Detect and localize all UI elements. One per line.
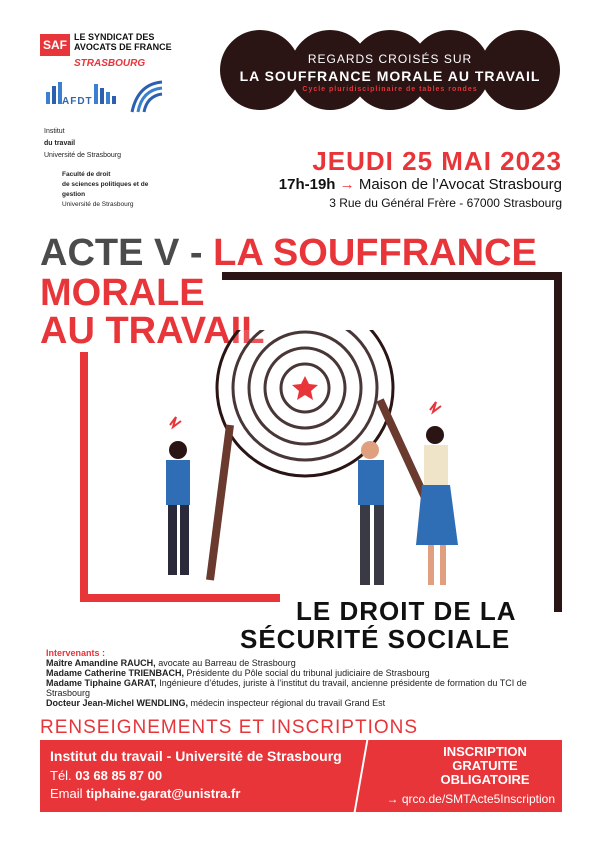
institut-line1: Institut: [44, 128, 65, 135]
info-phone[interactable]: [50, 768, 162, 783]
title-line2: MORALE: [40, 272, 205, 314]
title-acte: ACTE V -: [40, 232, 203, 274]
info-institut: Institut du travail - Université de Strasbourg: [50, 748, 342, 764]
email-label: Email: [50, 786, 83, 801]
institut-line2: du travail: [44, 140, 76, 147]
info-email[interactable]: [50, 786, 240, 801]
speaker-4: [46, 698, 566, 708]
event-venue: Maison de l’Avocat Strasbourg: [358, 176, 562, 193]
speaker-2: [46, 668, 566, 678]
institut-logo: [44, 126, 140, 166]
saf-name-line1: LE SYNDICAT DES: [74, 32, 155, 42]
phone-number[interactable]: 03 68 85 87 00: [75, 768, 163, 783]
header-subtitle: Cycle pluridisciplinaire de tables rondes: [302, 86, 478, 93]
header-title-line1: REGARDS CROISÉS SUR: [307, 52, 473, 66]
afdt-label: AFDT: [62, 96, 93, 107]
event-time: 17h-19h: [278, 176, 336, 193]
faculte-line2: de sciences politiques et de gestion: [62, 181, 149, 198]
speaker-1-role: avocate au Barreau de Strasbourg: [158, 658, 296, 668]
saf-name: [74, 32, 174, 52]
speaker-3: [46, 678, 566, 698]
speaker-1-name: Maître Amandine RAUCH,: [46, 658, 156, 668]
speakers-list: [46, 648, 566, 708]
subtitle-line2: SÉCURITÉ SOCIALE: [240, 624, 511, 654]
info-title: RENSEIGNEMENTS ET INSCRIPTIONS: [40, 717, 419, 738]
event-date: JEUDI 25 MAI 2023: [312, 146, 562, 176]
saf-city: STRASBOURG: [74, 58, 146, 69]
saf-name-line2: AVOCATS DE FRANCE: [74, 42, 172, 52]
institut-line3: Université de Strasbourg: [44, 152, 122, 159]
registration-line1: INSCRIPTION: [443, 744, 527, 759]
faculte-logo: [62, 170, 172, 208]
speaker-2-name: Madame Catherine TRIENBACH,: [46, 668, 185, 678]
speaker-2-role: Présidente du Pôle social du tribunal judiciaire de Strasbourg: [186, 668, 430, 678]
wave-logo-icon: [128, 78, 168, 118]
frame-red-left: [80, 352, 88, 600]
title-line3: AU TRAVAIL: [40, 310, 265, 352]
speaker-4-name: Docteur Jean-Michel WENDLING,: [46, 698, 189, 708]
frame-dark-right: [554, 272, 562, 612]
speaker-1: [46, 658, 566, 668]
speakers-label: Intervenants :: [46, 648, 106, 658]
faculte-line1: Faculté de droit: [62, 171, 111, 178]
speaker-3-name: Madame Tiphaine GARAT,: [46, 678, 157, 688]
registration-line2: GRATUITE: [452, 758, 518, 773]
registration-line3: OBLIGATOIRE: [440, 772, 530, 787]
email-address[interactable]: tiphaine.garat@unistra.fr: [86, 786, 241, 801]
faculte-line3: Université de Strasbourg: [62, 201, 134, 208]
event-address: 3 Rue du Général Frère - 67000 Strasbourg: [329, 196, 562, 210]
subtitle-line1: LE DROIT DE LA: [296, 596, 517, 626]
event-time-venue: [220, 176, 562, 193]
maze-illustration: [140, 330, 480, 600]
registration-note: [420, 745, 550, 787]
title-line1: [40, 232, 537, 275]
speaker-4-role: médecin inspecteur régional du travail Grand Est: [190, 698, 386, 708]
phone-label: Tél.: [50, 768, 72, 783]
speaker-3-role: Ingénieure d’études, juriste à l’institut du travail, ancienne présidente de formation du TCI de Strasbourg: [46, 678, 527, 698]
registration-link[interactable]: → qrco.de/SMTActe5Inscription: [386, 792, 555, 806]
arrow-right-icon: →: [339, 176, 355, 193]
saf-logo: SAF: [40, 34, 70, 56]
title-souffrance: LA SOUFFRANCE: [213, 232, 537, 274]
header-title-line2: LA SOUFFRANCE MORALE AU TRAVAIL: [239, 68, 541, 84]
